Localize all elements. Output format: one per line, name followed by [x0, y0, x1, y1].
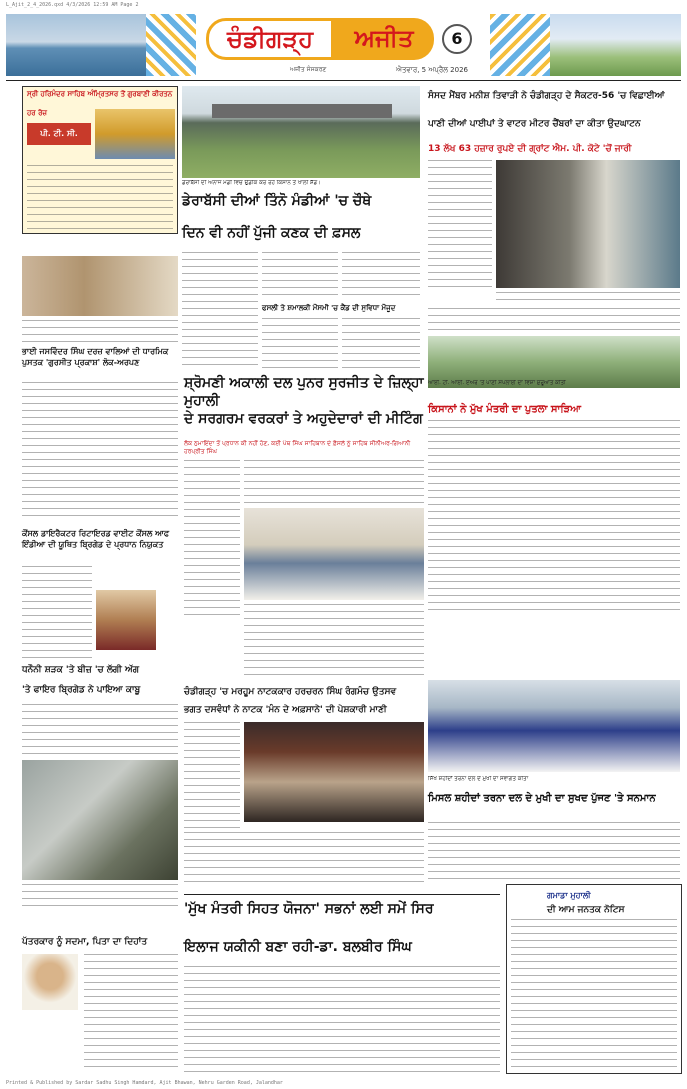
sad-meeting-headline-b: ਦੇ ਸਰਗਰਮ ਵਰਕਰਾਂ ਤੇ ਅਹੁਦੇਦਾਰਾਂ ਦੀ ਮੀਟਿੰਗ — [184, 411, 423, 427]
edition-label: ਅਜੀਤ ਸੰਸਕਰਣ — [290, 66, 327, 73]
council-headline: ਕੌਂਸਲ ਡਾਇਰੈਕਟਰ ਰਿਟਾਇਰਡ ਵਾਈਟ ਕੌਂਸਲ ਆਫ ਇੰਡੀਆ ਦੀ ਯੂਥਿਤ ਬ੍ਰਿਗੇਡ ਦੇ ਪ੍ਰਧਾਨ ਨਿਯੁਕਤ — [22, 529, 170, 549]
mandi-shed-photo — [182, 86, 420, 178]
procession-caption: ਸਿੱਖ ਸ਼ਹੀਦਾਂ ਤਰਨਾ ਦਲ ਦੇ ਮੁਖੀ ਦਾ ਸਵਾਗਤ ਕੀਤਾ — [428, 776, 529, 782]
promo-subtitle: ਹਰ ਰੋਜ਼ — [27, 109, 47, 117]
notice-org: ਗਮਾਡਾ ਮੁਹਾਲੀ — [547, 891, 591, 900]
fire-caption — [22, 884, 178, 910]
council-portrait — [96, 590, 156, 650]
story1-headline-b: ਦਿਨ ਵੀ ਨਹੀਂ ਪੁੱਜੀ ਕਣਕ ਦੀ ਫ਼ਸਲ — [182, 225, 361, 241]
masthead-pattern-left — [146, 14, 196, 76]
right-mid-caption: ਆਈ. ਟੀ. ਆਈ. ਏਅਰ 'ਤੇ ਪਾਣੀ ਸਪਲਾਈ ਦਾ ਵਿਸ਼ਾ ਸ਼ੁਰੂਆਤ ਕੀਤੀ — [428, 380, 566, 386]
book-release-caption — [22, 320, 178, 342]
theatre-headline-b: ਭਗਤ ਦਸਵੰਧਾਂ ਨੇ ਨਾਟਕ 'ਮੰਨ ਦੇ ਅਫ਼ਸਾਨੇ' ਦੀ ਪੇਸ਼ਕਾਰੀ ਮਾਣੀ — [184, 705, 387, 715]
mp-story-subhead: 13 ਲੱਖ 63 ਹਜ਼ਾਰ ਰੁਪਏ ਦੀ ਗ੍ਰਾਂਟ ਐਮ. ਪੀ. ਕੋਟੇ 'ਚੋਂ ਜਾਰੀ — [428, 144, 632, 154]
masthead-pattern-right — [490, 14, 550, 76]
fire-headline-b: 'ਤੇ ਫਾਇਰ ਬ੍ਰਿਗੇਡ ਨੇ ਪਾਇਆ ਕਾਬੂ — [22, 685, 141, 695]
farmers-headline: ਕਿਸਾਨਾਂ ਨੇ ਮੁੱਖ ਮੰਤਰੀ ਦਾ ਪੁਤਲਾ ਸਾੜਿਆ — [428, 404, 581, 415]
sad-meeting-text-col1 — [184, 460, 240, 620]
mp-story-text-b — [428, 308, 680, 332]
gmada-notice — [506, 884, 682, 1074]
book-release-headline: ਭਾਈ ਜਸਵਿੰਦਰ ਸਿੰਘ ਦਰਜ਼ ਵਾਲਿਆਂ ਦੀ ਧਾਰਮਿਕ ਪੁਸਤਕ 'ਗੁਰਸੀਤ ਪ੍ਰਕਾਸ਼' ਲੋਕ-ਅਰਪਣ — [22, 347, 169, 367]
sad-meeting-subhead: ਲੋਕ ਨੁਮਾਇੰਦਾ ਤੋਂ ਪ੍ਰਧਾਨ ਕੀ ਨਹੀਂ ਹੋਣ, ਕਈ ਪੰਥ ਸਿੰਘ ਸਾਹਿਬਾਨ ਦੇ ਫ਼ੈਸਲੇ ਨੂੰ ਸਾਹਿਬ ਸੀਨੀਅਰ-ਗਿਆਨੀ ਹਰਪ੍ਰੀਤ ਸਿੰਘ — [184, 440, 411, 455]
footer-imprint: Printed & Published by Sardar Sadhu Singh Hamdard, Ajit Bhawan, Nehru Garden Road, Jalandhar — [6, 1080, 283, 1086]
mp-story-headline-b: ਪਾਣੀ ਦੀਆਂ ਪਾਈਪਾਂ ਤੇ ਵਾਟਰ ਮੀਟਰ ਚੈਂਬਰਾਂ ਦਾ ਕੀਤਾ ਉਦਘਾਟਨ — [428, 119, 641, 129]
theatre-text — [184, 722, 240, 828]
sad-meeting-headline-a: ਸ਼੍ਰੋਮਣੀ ਅਕਾਲੀ ਦਲ ਪੁਨਰ ਸੁਰਜੀਤ ਦੇ ਜ਼ਿਲ੍ਹਾ ਮੁਹਾਲੀ — [184, 375, 424, 409]
logo-chandigarh: ਚੰਡੀਗੜ੍ਹ — [206, 18, 334, 60]
dateline: ਐਤਵਾਰ, 5 ਅਪ੍ਰੈਲ 2026 — [396, 66, 468, 74]
obituary-text — [84, 954, 178, 1072]
story1-col3 — [342, 252, 420, 300]
logo-ajit: ਅਜੀਤ — [334, 18, 434, 60]
promo-channel: ਪੀ. ਟੀ. ਸੀ. — [27, 123, 91, 145]
procession-photo — [428, 680, 680, 772]
sad-meeting-text-bottom — [244, 604, 424, 680]
promo-schedule-text — [27, 165, 173, 229]
story1-col1 — [182, 252, 258, 370]
sad-meeting-text-top — [244, 460, 424, 504]
fire-text — [22, 704, 178, 758]
mp-inauguration-photo — [496, 160, 680, 288]
kirtan-promo — [22, 86, 178, 234]
obituary-headline: ਪੱਤਰਕਾਰ ਨੂੰ ਸਦਮਾ, ਪਿਤਾ ਦਾ ਦਿਹਾਂਤ — [22, 937, 148, 947]
page-number: 6 — [442, 24, 472, 54]
golden-temple-photo — [95, 109, 175, 159]
story1-subhead: ਫਸਲੀ ਤੇ ਸ਼ਮਾਲਕੀ ਮੌਸਮੀ 'ਚ ਕੈਂਡ ਦੀ ਸੁਵਿਧਾ ਮੌਜੂਦ — [262, 304, 396, 312]
book-release-photo — [22, 256, 178, 316]
story1-col2b — [262, 318, 338, 370]
masthead-photo-monument — [550, 14, 681, 76]
sad-meeting-photo — [244, 508, 424, 600]
mp-photo-caption — [496, 292, 680, 304]
shed-roof — [212, 104, 392, 118]
notice-title: ਦੀ ਆਮ ਜਨਤਕ ਨੋਟਿਸ — [547, 905, 625, 915]
theatre-photo — [244, 722, 424, 822]
story1-headline-a: ਡੇਰਾਬੱਸੀ ਦੀਆਂ ਤਿੰਨੋ ਮੰਡੀਆਂ 'ਚ ਚੌਥੇ — [182, 193, 372, 209]
mp-story-headline-a: ਸੰਸਦ ਮੈਂਬਰ ਮਨੀਸ਼ ਤਿਵਾੜੀ ਨੇ ਚੰਡੀਗੜ੍ਹ ਦੇ ਸੈਕਟਰ-56 'ਚ ਵਿਛਾਈਆਂ — [428, 91, 665, 101]
fire-headline-a: ਧਨੌਨੀ ਸ਼ੜਕ 'ਤੇ ਬੀਜ਼ 'ਚ ਲੱਗੀ ਅੱਗ — [22, 665, 140, 675]
theatre-headline-a: ਚੰਡੀਗੜ੍ਹ 'ਚ ਮਰਹੂਮ ਨਾਟਕਕਾਰ ਹਰਚਰਨ ਸਿੰਘ ਰੰਗਮੰਚ ਉਤਸਵ — [184, 687, 397, 697]
mandi-photo-caption: ਡੇਰਾਬੱਸੀ ਦੀ ਅਨਾਜ ਮੰਡੀ ਵਿਚ ਉਡੀਕ ਕਰ ਰਹੇ ਕਿਸਾਨ ਤੇ ਖਾਲੀ ਸ਼ੈੱਡ। — [182, 180, 321, 186]
cm-health-headline-b: ਇਲਾਜ ਯਕੀਨੀ ਬਣਾ ਰਹੀ-ਡਾ. ਬਲਬੀਰ ਸਿੰਘ — [184, 939, 412, 955]
cm-health-text — [184, 966, 500, 1074]
cm-health-headline-a: 'ਮੁੱਖ ਮੰਤਰੀ ਸਿਹਤ ਯੋਜਨਾ' ਸਭਨਾਂ ਲਈ ਸਮੇਂ ਸਿਰ — [184, 901, 434, 917]
obituary-portrait — [22, 954, 78, 1010]
promo-title: ਸ੍ਰੀ ਹਰਿਮੰਦਰ ਸਾਹਿਬ ਅੰਮ੍ਰਿਤਸਰ ਤੋਂ ਗੁਰਬਾਣੀ ਕੀਰਤਨ — [27, 90, 173, 98]
fire-photo — [22, 760, 178, 880]
notice-text — [511, 919, 677, 1069]
masthead-logo — [196, 18, 490, 64]
story1-col3b — [342, 318, 420, 370]
procession-text — [428, 822, 680, 880]
file-info: L_Ajit_2_4_2026.qxd 4/3/2026 12:59 AM Page 2 — [6, 2, 139, 8]
procession-headline: ਮਿਸਲ ਸ਼ਹੀਦਾਂ ਤਰਨਾ ਦਲ ਦੇ ਮੁਖੀ ਦਾ ਸੁਖਦ ਪੁੱਜਣ 'ਤੇ ਸਨਮਾਨ — [428, 793, 656, 804]
masthead-photo-lake — [6, 14, 146, 76]
bottom-rule — [184, 894, 500, 895]
book-release-text — [22, 382, 178, 522]
story1-col2 — [262, 252, 338, 300]
council-text — [22, 566, 92, 662]
mp-story-text — [428, 160, 492, 292]
farmers-text — [428, 420, 680, 610]
masthead-rule — [6, 80, 681, 81]
theatre-text-bottom — [184, 832, 424, 882]
